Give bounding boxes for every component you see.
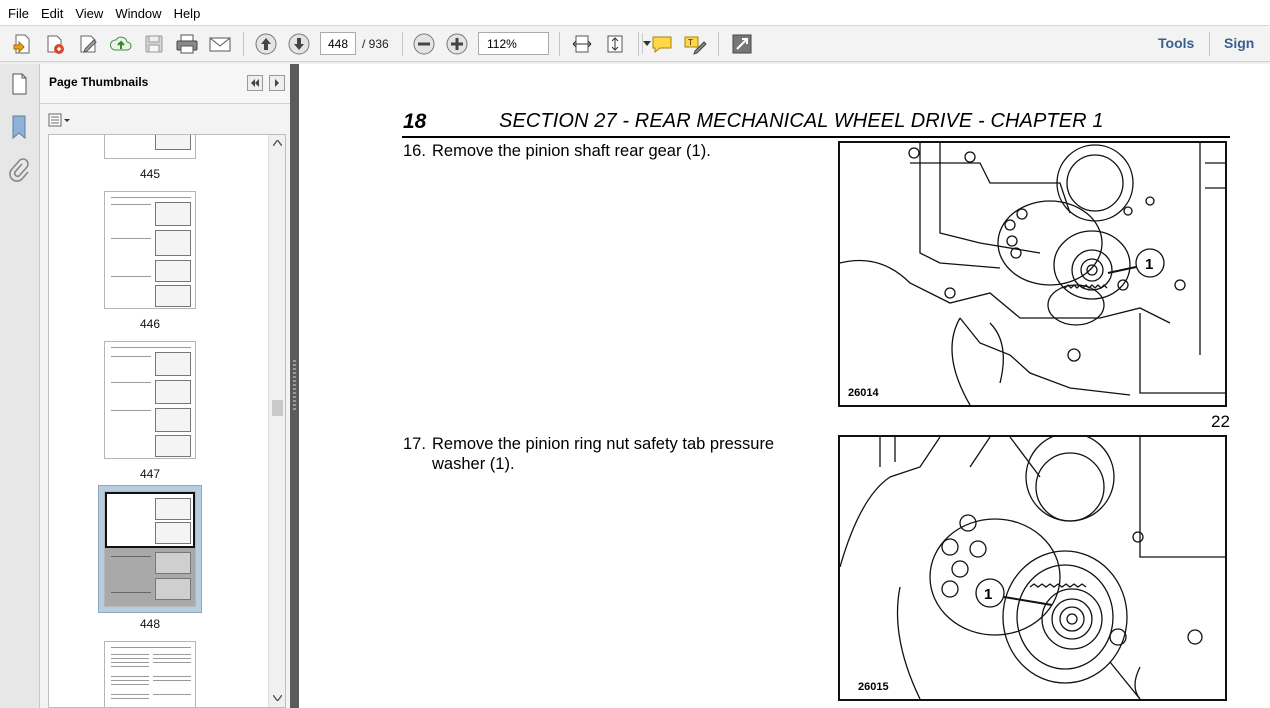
page-total-label: / 936 <box>362 37 389 51</box>
panel-header <box>40 64 290 104</box>
figure-code: 26015 <box>858 681 889 693</box>
figure-drawing <box>840 437 1225 699</box>
menu-help[interactable]: Help <box>173 5 201 21</box>
tools-button[interactable]: Tools <box>1158 35 1195 51</box>
options-menu-icon[interactable] <box>48 112 72 131</box>
thumbnail-page[interactable] <box>104 491 196 607</box>
expand-panel-icon[interactable] <box>269 75 285 91</box>
menu-file[interactable]: File <box>8 5 29 21</box>
page-number-input[interactable] <box>320 32 356 55</box>
toolbar-separator <box>243 32 244 56</box>
zoom-in-icon[interactable] <box>443 30 471 58</box>
thumbnail-page[interactable] <box>104 341 196 459</box>
figure-callout: 1 <box>1145 256 1154 273</box>
step-text-line-2: washer (1). <box>432 455 515 473</box>
figure-drawing <box>840 143 1225 405</box>
step-number: 16. <box>403 142 426 160</box>
panel-splitter[interactable] <box>290 64 299 708</box>
figure-pinion-nut-washer <box>838 435 1227 701</box>
edit-pdf-icon[interactable] <box>74 30 102 58</box>
thumbnail-scroll-view[interactable] <box>48 134 286 708</box>
save-icon[interactable] <box>140 30 168 58</box>
navigation-pane-strip <box>0 64 40 708</box>
create-pdf-icon[interactable] <box>8 30 36 58</box>
thumbnail-page[interactable] <box>104 641 196 708</box>
bookmarks-icon[interactable] <box>8 114 30 143</box>
menu-bar <box>0 0 1270 26</box>
combine-files-icon[interactable] <box>41 30 69 58</box>
thumbnail-page[interactable] <box>104 191 196 309</box>
scroll-up-icon[interactable] <box>273 140 282 146</box>
expand-view-icon[interactable] <box>728 30 756 58</box>
svg-text:T: T <box>688 38 693 47</box>
toolbar-separator <box>1209 32 1210 56</box>
scroll-down-icon[interactable] <box>273 695 282 701</box>
sign-button[interactable]: Sign <box>1224 35 1255 51</box>
fit-one-page-icon[interactable] <box>601 30 629 58</box>
thumbnail-panel <box>40 64 290 708</box>
step-text: Remove the pinion shaft rear gear (1). <box>432 142 711 160</box>
step-17 <box>403 434 803 478</box>
collapse-panel-icon[interactable] <box>247 75 263 91</box>
menu-edit[interactable]: Edit <box>40 5 64 21</box>
thumbnail-scrollbar[interactable] <box>268 135 285 707</box>
comment-icon[interactable] <box>648 30 676 58</box>
toolbar-separator <box>559 32 560 56</box>
menu-view[interactable]: View <box>75 5 104 21</box>
print-icon[interactable] <box>173 30 201 58</box>
fit-page-width-icon[interactable] <box>568 30 596 58</box>
menu-window[interactable]: Window <box>115 5 162 21</box>
toolbar <box>0 26 1270 62</box>
panel-options-row <box>40 105 290 135</box>
thumbnail-label: 445 <box>139 167 161 181</box>
step-16 <box>403 141 803 165</box>
panel-title: Page Thumbnails <box>49 75 149 89</box>
section-header: SECTION 27 - REAR MECHANICAL WHEEL DRIVE - CHAPTER 1 <box>499 110 1104 132</box>
figure-code: 26014 <box>848 387 879 399</box>
toolbar-separator <box>638 32 639 56</box>
header-rule <box>402 136 1230 138</box>
toolbar-separator <box>718 32 719 56</box>
figure-callout: 1 <box>984 586 993 603</box>
thumbnail-label: 447 <box>139 467 161 481</box>
zoom-select[interactable] <box>478 32 549 55</box>
thumbnail-page[interactable] <box>104 134 196 159</box>
scrollbar-thumb[interactable] <box>272 400 283 416</box>
document-view[interactable] <box>299 64 1270 708</box>
attachments-icon[interactable] <box>8 158 30 185</box>
step-text-line-1: Remove the pinion ring nut safety tab pressure <box>432 435 775 453</box>
document-page-number: 18 <box>403 110 427 133</box>
highlight-text-icon[interactable] <box>681 30 709 58</box>
page-thumbnails-icon[interactable] <box>8 72 30 99</box>
thumbnail-label: 446 <box>139 317 161 331</box>
next-page-icon[interactable] <box>285 30 313 58</box>
figure-number: 22 <box>1211 412 1230 431</box>
previous-page-icon[interactable] <box>252 30 280 58</box>
figure-pinion-rear-gear <box>838 141 1227 407</box>
email-icon[interactable] <box>206 30 234 58</box>
toolbar-separator <box>402 32 403 56</box>
step-number: 17. <box>403 435 426 453</box>
upload-cloud-icon[interactable] <box>107 30 135 58</box>
thumbnail-label: 448 <box>139 617 161 631</box>
zoom-out-icon[interactable] <box>410 30 438 58</box>
